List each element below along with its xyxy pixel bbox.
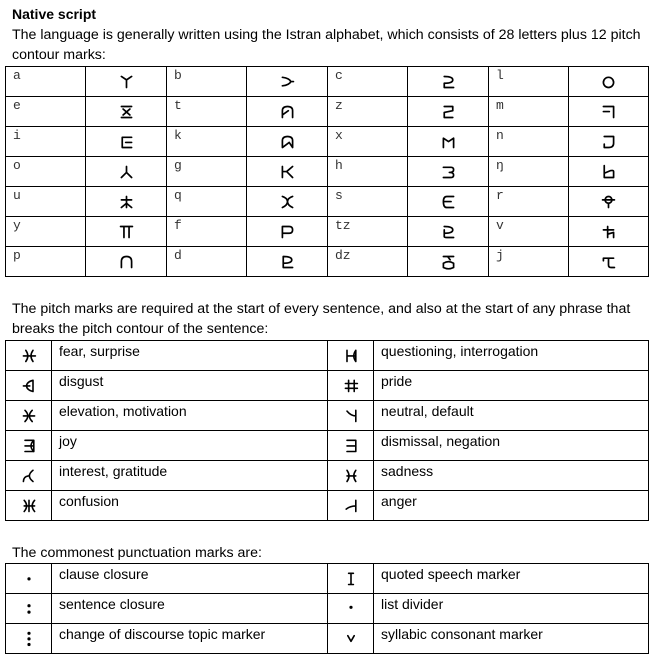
topic-change-mark	[21, 630, 37, 647]
letter-o-glyph	[118, 163, 135, 181]
letter-q-glyph	[279, 193, 296, 211]
istran-glyph-cell	[86, 247, 167, 277]
letter-dz-glyph	[440, 253, 457, 271]
mark-description: change of discourse topic marker	[52, 624, 328, 654]
sadness-mark	[343, 467, 359, 484]
letter-tz-glyph	[440, 223, 457, 241]
letter-e-glyph	[118, 103, 135, 121]
mark-symbol-cell	[328, 341, 374, 371]
latin-letter: h	[328, 157, 408, 187]
mark-description: sadness	[374, 461, 649, 491]
dismissal-mark	[343, 437, 359, 454]
mark-description: interest, gratitude	[52, 461, 328, 491]
mark-description: questioning, interrogation	[374, 341, 649, 371]
pitch-mark-row	[6, 461, 649, 491]
istran-glyph-cell	[86, 127, 167, 157]
letter-y-glyph	[118, 223, 135, 241]
letter-g-glyph	[279, 163, 296, 181]
istran-glyph-cell	[408, 67, 489, 97]
mark-symbol-cell	[328, 461, 374, 491]
mark-symbol-cell	[328, 594, 374, 624]
latin-letter: x	[328, 127, 408, 157]
interest-mark	[21, 467, 37, 484]
letter-m-glyph	[600, 103, 617, 121]
latin-letter: c	[328, 67, 408, 97]
mark-description: dismissal, negation	[374, 431, 649, 461]
istran-glyph-cell	[86, 157, 167, 187]
istran-glyph-cell	[408, 187, 489, 217]
mark-description: confusion	[52, 491, 328, 521]
letter-j-glyph	[600, 253, 617, 271]
punctuation-table	[5, 563, 649, 654]
latin-letter: v	[489, 217, 569, 247]
letter-x-glyph	[440, 133, 457, 151]
istran-glyph-cell	[408, 247, 489, 277]
letter-k-glyph	[279, 133, 296, 151]
letter-d-glyph	[279, 253, 296, 271]
istran-glyph-cell	[86, 67, 167, 97]
latin-letter: n	[489, 127, 569, 157]
mark-description: neutral, default	[374, 401, 649, 431]
mark-description: pride	[374, 371, 649, 401]
mark-symbol-cell	[328, 371, 374, 401]
latin-letter: r	[489, 187, 569, 217]
mark-description: quoted speech marker	[374, 564, 649, 594]
quoted-speech-mark	[343, 570, 359, 587]
mark-symbol-cell	[328, 401, 374, 431]
punctuation-intro: The commonest punctuation marks are:	[12, 545, 262, 561]
punctuation-row	[6, 564, 649, 594]
mark-symbol-cell	[6, 564, 52, 594]
list-divider-mark	[343, 600, 359, 617]
pitch-mark-row	[6, 491, 649, 521]
latin-letter: d	[167, 247, 247, 277]
istran-glyph-cell	[408, 97, 489, 127]
punctuation-row	[6, 624, 649, 654]
mark-symbol-cell	[6, 491, 52, 521]
pitch-mark-row	[6, 341, 649, 371]
alphabet-row	[6, 127, 649, 157]
letter-c-glyph	[440, 73, 457, 91]
istran-glyph-cell	[569, 157, 649, 187]
pitch-intro: The pitch marks are required at the start of every sentence, and also at the start of any phrase that breaks the pitch contour of the sentence:	[12, 301, 631, 337]
letter-h-glyph	[440, 163, 457, 181]
istran-glyph-cell	[569, 247, 649, 277]
pitch-mark-row	[6, 401, 649, 431]
latin-letter: l	[489, 67, 569, 97]
istran-glyph-cell	[569, 97, 649, 127]
latin-letter: tz	[328, 217, 408, 247]
alphabet-row	[6, 247, 649, 277]
mark-symbol-cell	[328, 491, 374, 521]
letter-t-glyph	[279, 103, 296, 121]
latin-letter: m	[489, 97, 569, 127]
mark-description: elevation, motivation	[52, 401, 328, 431]
istran-glyph-cell	[247, 97, 328, 127]
latin-letter: b	[167, 67, 247, 97]
latin-letter: k	[167, 127, 247, 157]
mark-symbol-cell	[328, 431, 374, 461]
confusion-mark	[21, 497, 37, 514]
mark-description: fear, surprise	[52, 341, 328, 371]
istran-glyph-cell	[86, 187, 167, 217]
alphabet-row	[6, 157, 649, 187]
istran-glyph-cell	[408, 157, 489, 187]
latin-letter: g	[167, 157, 247, 187]
joy-mark	[21, 437, 37, 454]
fear-mark	[21, 347, 37, 364]
istran-glyph-cell	[247, 217, 328, 247]
mark-symbol-cell	[6, 461, 52, 491]
mark-symbol-cell	[328, 564, 374, 594]
mark-symbol-cell	[6, 624, 52, 654]
mark-symbol-cell	[328, 624, 374, 654]
letter-r-glyph	[600, 193, 617, 211]
latin-letter: z	[328, 97, 408, 127]
istran-glyph-cell	[408, 217, 489, 247]
letter-b-glyph	[279, 73, 296, 91]
mark-symbol-cell	[6, 431, 52, 461]
istran-glyph-cell	[569, 127, 649, 157]
section-title: Native script	[12, 6, 97, 22]
istran-glyph-cell	[247, 247, 328, 277]
letter-l-glyph	[600, 73, 617, 91]
sentence-closure-mark	[21, 600, 37, 617]
letter-f-glyph	[279, 223, 296, 241]
istran-glyph-cell	[247, 67, 328, 97]
letter-i-glyph	[118, 133, 135, 151]
mark-description: joy	[52, 431, 328, 461]
disgust-mark	[21, 377, 37, 394]
syllabic-consonant-mark	[343, 630, 359, 647]
letter-z-glyph	[440, 103, 457, 121]
mark-symbol-cell	[6, 594, 52, 624]
istran-glyph-cell	[247, 127, 328, 157]
letter-u-glyph	[118, 193, 135, 211]
elevation-mark	[21, 407, 37, 424]
letter-eng-glyph	[600, 163, 617, 181]
istran-glyph-cell	[247, 157, 328, 187]
mark-description: clause closure	[52, 564, 328, 594]
istran-glyph-cell	[569, 217, 649, 247]
mark-description: syllabic consonant marker	[374, 624, 649, 654]
pitch-mark-row	[6, 431, 649, 461]
letter-s-glyph	[440, 193, 457, 211]
latin-letter: s	[328, 187, 408, 217]
istran-glyph-cell	[247, 187, 328, 217]
latin-letter: dz	[328, 247, 408, 277]
mark-description: disgust	[52, 371, 328, 401]
istran-glyph-cell	[408, 127, 489, 157]
alphabet-table	[5, 66, 649, 277]
clause-closure-mark	[21, 570, 37, 587]
mark-symbol-cell	[6, 401, 52, 431]
mark-symbol-cell	[6, 341, 52, 371]
latin-letter: y	[6, 217, 86, 247]
mark-description: sentence closure	[52, 594, 328, 624]
latin-letter: u	[6, 187, 86, 217]
pitch-mark-row	[6, 371, 649, 401]
istran-glyph-cell	[569, 187, 649, 217]
pitch-marks-table	[5, 340, 649, 521]
latin-letter: q	[167, 187, 247, 217]
alphabet-row	[6, 67, 649, 97]
alphabet-intro: The language is generally written using the Istran alphabet, which consists of 28 letters plus 12 pitch contour marks:	[12, 27, 641, 63]
alphabet-row	[6, 187, 649, 217]
mark-description: anger	[374, 491, 649, 521]
punctuation-row	[6, 594, 649, 624]
letter-a-glyph	[118, 73, 135, 91]
latin-letter: f	[167, 217, 247, 247]
latin-letter: o	[6, 157, 86, 187]
neutral-mark	[343, 407, 359, 424]
letter-p-glyph	[118, 253, 135, 271]
pride-mark	[343, 377, 359, 394]
latin-letter: e	[6, 97, 86, 127]
istran-glyph-cell	[569, 67, 649, 97]
istran-glyph-cell	[86, 217, 167, 247]
mark-symbol-cell	[6, 371, 52, 401]
latin-letter: a	[6, 67, 86, 97]
latin-letter: t	[167, 97, 247, 127]
mark-description: list divider	[374, 594, 649, 624]
letter-n-glyph	[600, 133, 617, 151]
latin-letter: j	[489, 247, 569, 277]
alphabet-row	[6, 97, 649, 127]
anger-mark	[343, 497, 359, 514]
alphabet-row	[6, 217, 649, 247]
istran-glyph-cell	[86, 97, 167, 127]
latin-letter: p	[6, 247, 86, 277]
latin-letter: ŋ	[489, 157, 569, 187]
question-mark	[343, 347, 359, 364]
latin-letter: i	[6, 127, 86, 157]
letter-v-glyph	[600, 223, 617, 241]
